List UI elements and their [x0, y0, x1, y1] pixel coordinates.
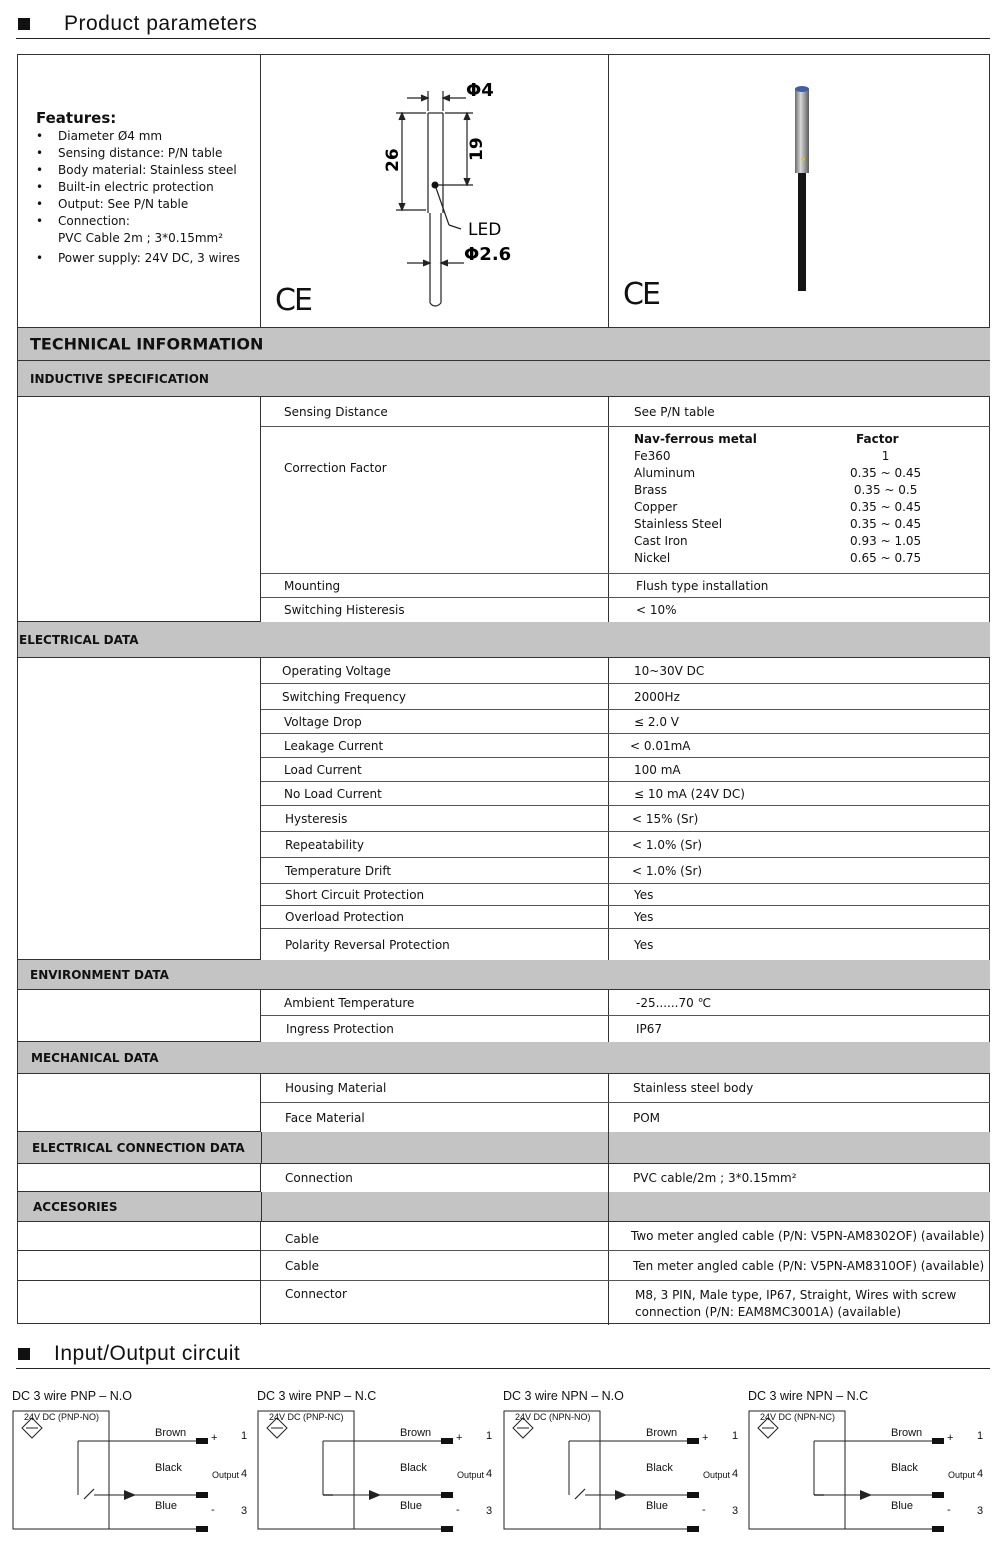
plus-label: +	[211, 1432, 218, 1444]
sensor-cable	[798, 173, 806, 291]
mechanical-heading: MECHANICAL DATA	[31, 1050, 159, 1065]
spec-value: < 0.01mA	[630, 738, 691, 753]
blank-left-cell	[18, 990, 261, 1042]
spec-label: Operating Voltage	[282, 663, 391, 678]
cf-factor: 0.65 ~ 0.75	[850, 551, 922, 565]
cable-end	[430, 303, 441, 306]
spec-row	[261, 884, 990, 906]
blank-left-cell	[18, 1074, 261, 1132]
spec-label: Connector	[285, 1287, 347, 1301]
spec-label: Correction Factor	[284, 461, 387, 475]
feature-connection-label: Connection:	[58, 214, 130, 228]
spec-label: Housing Material	[285, 1081, 387, 1095]
inductive-bar	[18, 361, 990, 397]
pin-3-label: 3	[977, 1505, 984, 1517]
pin-1-label: 1	[486, 1430, 493, 1442]
spec-label: Ambient Temperature	[284, 995, 415, 1010]
spec-value: Two meter angled cable (P/N: V5PN-AM8302OF) (available)	[631, 1229, 985, 1243]
environment-bar	[18, 960, 990, 990]
drawing-cell	[261, 55, 609, 328]
square-bullet-icon	[18, 18, 30, 30]
circuit-title: DC 3 wire PNP – N.C	[257, 1389, 377, 1403]
pin-1-label: 1	[732, 1430, 739, 1442]
io-title: Input/Output circuit	[54, 1342, 241, 1365]
electrical-bar	[18, 622, 990, 658]
led-label: LED	[468, 220, 502, 240]
output-label: Output	[948, 1470, 976, 1480]
wire-black-label: Black	[646, 1462, 673, 1474]
spec-label: Cable	[285, 1258, 320, 1273]
wire-blue-label: Blue	[400, 1500, 423, 1512]
cf-factor: 0.35 ~ 0.45	[850, 466, 922, 480]
spec-label: Load Current	[284, 762, 362, 777]
ce-mark-icon: CE	[623, 277, 659, 312]
spec-label: No Load Current	[284, 786, 382, 801]
spec-row	[261, 397, 990, 427]
spec-value: < 15% (Sr)	[632, 811, 699, 826]
wire-black-label: Black	[155, 1462, 182, 1474]
blank-left-cell	[18, 658, 261, 960]
spec-row	[261, 1016, 990, 1042]
wire-blue-label: Blue	[646, 1500, 669, 1512]
cf-factor: 0.35 ~ 0.45	[850, 500, 922, 514]
circuit-title: DC 3 wire NPN – N.O	[503, 1389, 624, 1403]
spec-value: Yes	[634, 937, 654, 952]
supply-label: 24V DC (PNP-NO)	[24, 1412, 100, 1422]
spec-label: Hysteresis	[285, 811, 348, 826]
circuit-1	[12, 1388, 257, 1533]
ce-mark-icon: CE	[275, 283, 311, 318]
cf-factor: 1	[881, 449, 890, 463]
pin-4-label: 4	[732, 1468, 739, 1480]
cf-metal: Stainless Steel	[634, 517, 723, 531]
correction-factor-row	[261, 427, 990, 574]
pin-4-label: 4	[486, 1468, 493, 1480]
spec-label: Switching Histeresis	[284, 603, 405, 617]
spec-label: Ingress Protection	[286, 1022, 394, 1036]
section-title-io	[18, 1342, 240, 1366]
connector-value-line2: connection (P/N: EAM8MC3001A) (available)	[635, 1305, 902, 1319]
spec-row	[261, 1251, 990, 1281]
dim-length-label: 26	[383, 148, 403, 172]
wire-brown-label: Brown	[891, 1427, 923, 1439]
minus-label: -	[947, 1504, 951, 1516]
spec-value: Yes	[634, 887, 654, 902]
spec-row	[261, 990, 990, 1016]
cf-factor: 0.35 ~ 0.45	[850, 517, 922, 531]
spec-row	[261, 858, 990, 884]
dim-sensing-label: 19	[467, 137, 487, 161]
pin-3-label: 3	[241, 1505, 248, 1517]
blank-left-cell	[18, 1222, 261, 1251]
spec-label: Repeatability	[285, 837, 365, 852]
sensor-tip	[795, 86, 809, 92]
technical-info-heading: TECHNICAL INFORMATION	[30, 334, 264, 354]
spec-row	[261, 806, 990, 832]
environment-heading: ENVIRONMENT DATA	[30, 967, 169, 982]
spec-value: IP67	[636, 1022, 663, 1036]
spec-row	[261, 734, 990, 758]
circuit-4	[748, 1388, 993, 1533]
spec-value: ≤ 2.0 V	[634, 714, 679, 729]
led-marker-icon	[432, 182, 439, 189]
features-cell	[18, 55, 261, 328]
feature-item: • Power supply: 24V DC, 3 wires	[36, 250, 240, 267]
spec-value: POM	[633, 1110, 661, 1125]
feature-connection-detail: PVC Cable 2m ; 3*0.15mm²	[58, 231, 224, 245]
blank-left-cell	[18, 1164, 261, 1192]
output-label: Output	[703, 1470, 731, 1480]
supply-label: 24V DC (NPN-NC)	[760, 1412, 836, 1422]
spec-value	[635, 1287, 956, 1321]
correction-factor-table	[634, 431, 934, 567]
spec-label: Mounting	[284, 578, 341, 593]
cf-metal: Fe360	[634, 449, 671, 463]
circuit-3	[503, 1388, 748, 1533]
spec-value: See P/N table	[634, 404, 715, 419]
spec-label: Short Circuit Protection	[285, 887, 425, 902]
wire-brown-label: Brown	[646, 1427, 678, 1439]
minus-label: -	[702, 1504, 706, 1516]
spec-label: Polarity Reversal Protection	[285, 937, 450, 952]
features-block	[36, 110, 240, 267]
blank-left-cell	[18, 397, 261, 622]
technical-info-bar	[18, 328, 990, 361]
spec-row	[261, 1103, 990, 1132]
circuit-2	[257, 1388, 502, 1533]
spec-row	[261, 1281, 990, 1325]
plus-label: +	[947, 1432, 954, 1444]
square-bullet-icon	[18, 1348, 30, 1360]
feature-item: • Sensing distance: P/N table	[36, 145, 240, 162]
sensor-led-icon	[801, 157, 805, 161]
pin-4-label: 4	[977, 1468, 984, 1480]
feature-item: • Output: See P/N table	[36, 196, 240, 213]
spec-row	[261, 832, 990, 858]
spec-value: PVC cable/2m ; 3*0.15mm²	[633, 1171, 797, 1185]
spec-value: 10~30V DC	[634, 663, 705, 678]
connection-heading: ELECTRICAL CONNECTION DATA	[32, 1140, 245, 1155]
cf-metal: Copper	[634, 500, 678, 514]
cf-factor: 0.93 ~ 1.05	[850, 534, 922, 548]
spec-row	[261, 782, 990, 806]
pin-4-label: 4	[241, 1468, 248, 1480]
sensor-photo	[609, 55, 990, 328]
pin-3-label: 3	[732, 1505, 739, 1517]
spec-label: Sensing Distance	[284, 404, 388, 419]
dimension-drawing	[261, 55, 609, 328]
dim-cable-label: Φ2.6	[464, 244, 512, 265]
page-title: Product parameters	[64, 12, 258, 35]
spec-label: Cable	[285, 1232, 320, 1247]
spec-value: < 1.0% (Sr)	[632, 837, 703, 852]
wire-blue-label: Blue	[155, 1500, 178, 1512]
spec-row	[261, 906, 990, 929]
spec-value: 100 mA	[634, 762, 681, 777]
spec-row	[261, 758, 990, 782]
circuit-title: DC 3 wire NPN – N.C	[748, 1389, 869, 1403]
pin-1-label: 1	[241, 1430, 248, 1442]
divider	[16, 38, 990, 39]
spec-value: Stainless steel body	[633, 1081, 754, 1095]
pin-1-label: 1	[977, 1430, 984, 1442]
spec-row	[261, 1222, 990, 1251]
spec-label: Leakage Current	[284, 738, 384, 753]
cf-metal: Nickel	[634, 551, 671, 565]
section-title-product-parameters	[18, 12, 257, 36]
circuit-title: DC 3 wire PNP – N.O	[12, 1389, 132, 1403]
spec-value: Yes	[634, 910, 654, 924]
features-heading: Features:	[36, 109, 117, 127]
spec-label: Switching Frequency	[282, 689, 407, 704]
spec-value: 2000Hz	[634, 689, 680, 704]
spec-value: -25......70 ℃	[636, 995, 712, 1010]
spec-value: Ten meter angled cable (P/N: V5PN-AM8310OF) (available)	[633, 1258, 985, 1273]
divider	[16, 1368, 990, 1369]
spec-row	[261, 1074, 990, 1103]
cf-metal: Aluminum	[634, 466, 696, 480]
spec-value: < 10%	[636, 603, 677, 617]
electrical-heading: ELECTRICAL DATA	[19, 632, 139, 647]
cf-factor: 0.35 ~ 0.5	[853, 483, 918, 497]
photo-cell	[609, 55, 990, 328]
wire-blue-label: Blue	[891, 1500, 914, 1512]
spec-label: Face Material	[285, 1110, 365, 1125]
connection-bar	[18, 1132, 990, 1164]
spec-row	[261, 929, 990, 960]
output-label: Output	[457, 1470, 485, 1480]
mechanical-bar	[18, 1042, 990, 1074]
wire-black-label: Black	[891, 1462, 918, 1474]
spec-row	[261, 684, 990, 710]
output-label: Output	[212, 1470, 240, 1480]
spec-row	[261, 658, 990, 684]
spec-label: Overload Protection	[285, 910, 405, 924]
spec-row	[261, 710, 990, 734]
pin-3-label: 3	[486, 1505, 493, 1517]
feature-item: • Diameter Ø4 mm	[36, 128, 240, 145]
spec-value: Flush type installation	[636, 578, 769, 593]
feature-item: • Body material: Stainless steel	[36, 162, 240, 179]
minus-label: -	[456, 1504, 460, 1516]
features-list	[36, 128, 240, 267]
wire-brown-label: Brown	[155, 1427, 187, 1439]
supply-label: 24V DC (PNP-NC)	[269, 1412, 344, 1422]
accessories-bar	[18, 1192, 990, 1222]
spec-row	[261, 598, 990, 622]
spec-row	[261, 1164, 990, 1192]
feature-item: • Built-in electric protection	[36, 179, 240, 196]
spec-row	[261, 574, 990, 598]
cf-metal: Cast Iron	[634, 534, 688, 548]
spec-label: Temperature Drift	[285, 863, 392, 878]
accessories-heading: ACCESORIES	[33, 1199, 118, 1214]
blank-left-cell	[18, 1281, 261, 1325]
spec-value: ≤ 10 mA (24V DC)	[634, 786, 745, 801]
inductive-heading: INDUCTIVE SPECIFICATION	[30, 371, 209, 386]
wire-brown-label: Brown	[400, 1427, 432, 1439]
plus-label: +	[456, 1432, 463, 1444]
spec-table	[17, 54, 990, 1324]
plus-label: +	[702, 1432, 709, 1444]
spec-label: Connection	[285, 1171, 353, 1185]
supply-label: 24V DC (NPN-NO)	[515, 1412, 591, 1422]
blank-left-cell	[18, 1251, 261, 1281]
wire-black-label: Black	[400, 1462, 427, 1474]
cf-metal-header: Nav-ferrous metal	[634, 432, 757, 446]
spec-value: < 1.0% (Sr)	[632, 863, 703, 878]
minus-label: -	[211, 1504, 215, 1516]
cf-factor-header: Factor	[856, 432, 899, 446]
dim-diameter-label: Φ4	[466, 80, 494, 101]
spec-label: Voltage Drop	[284, 714, 362, 729]
cf-metal: Brass	[634, 483, 668, 497]
feature-item	[36, 213, 240, 247]
connector-value-line1: M8, 3 PIN, Male type, IP67, Straight, Wires with screw	[635, 1288, 957, 1302]
